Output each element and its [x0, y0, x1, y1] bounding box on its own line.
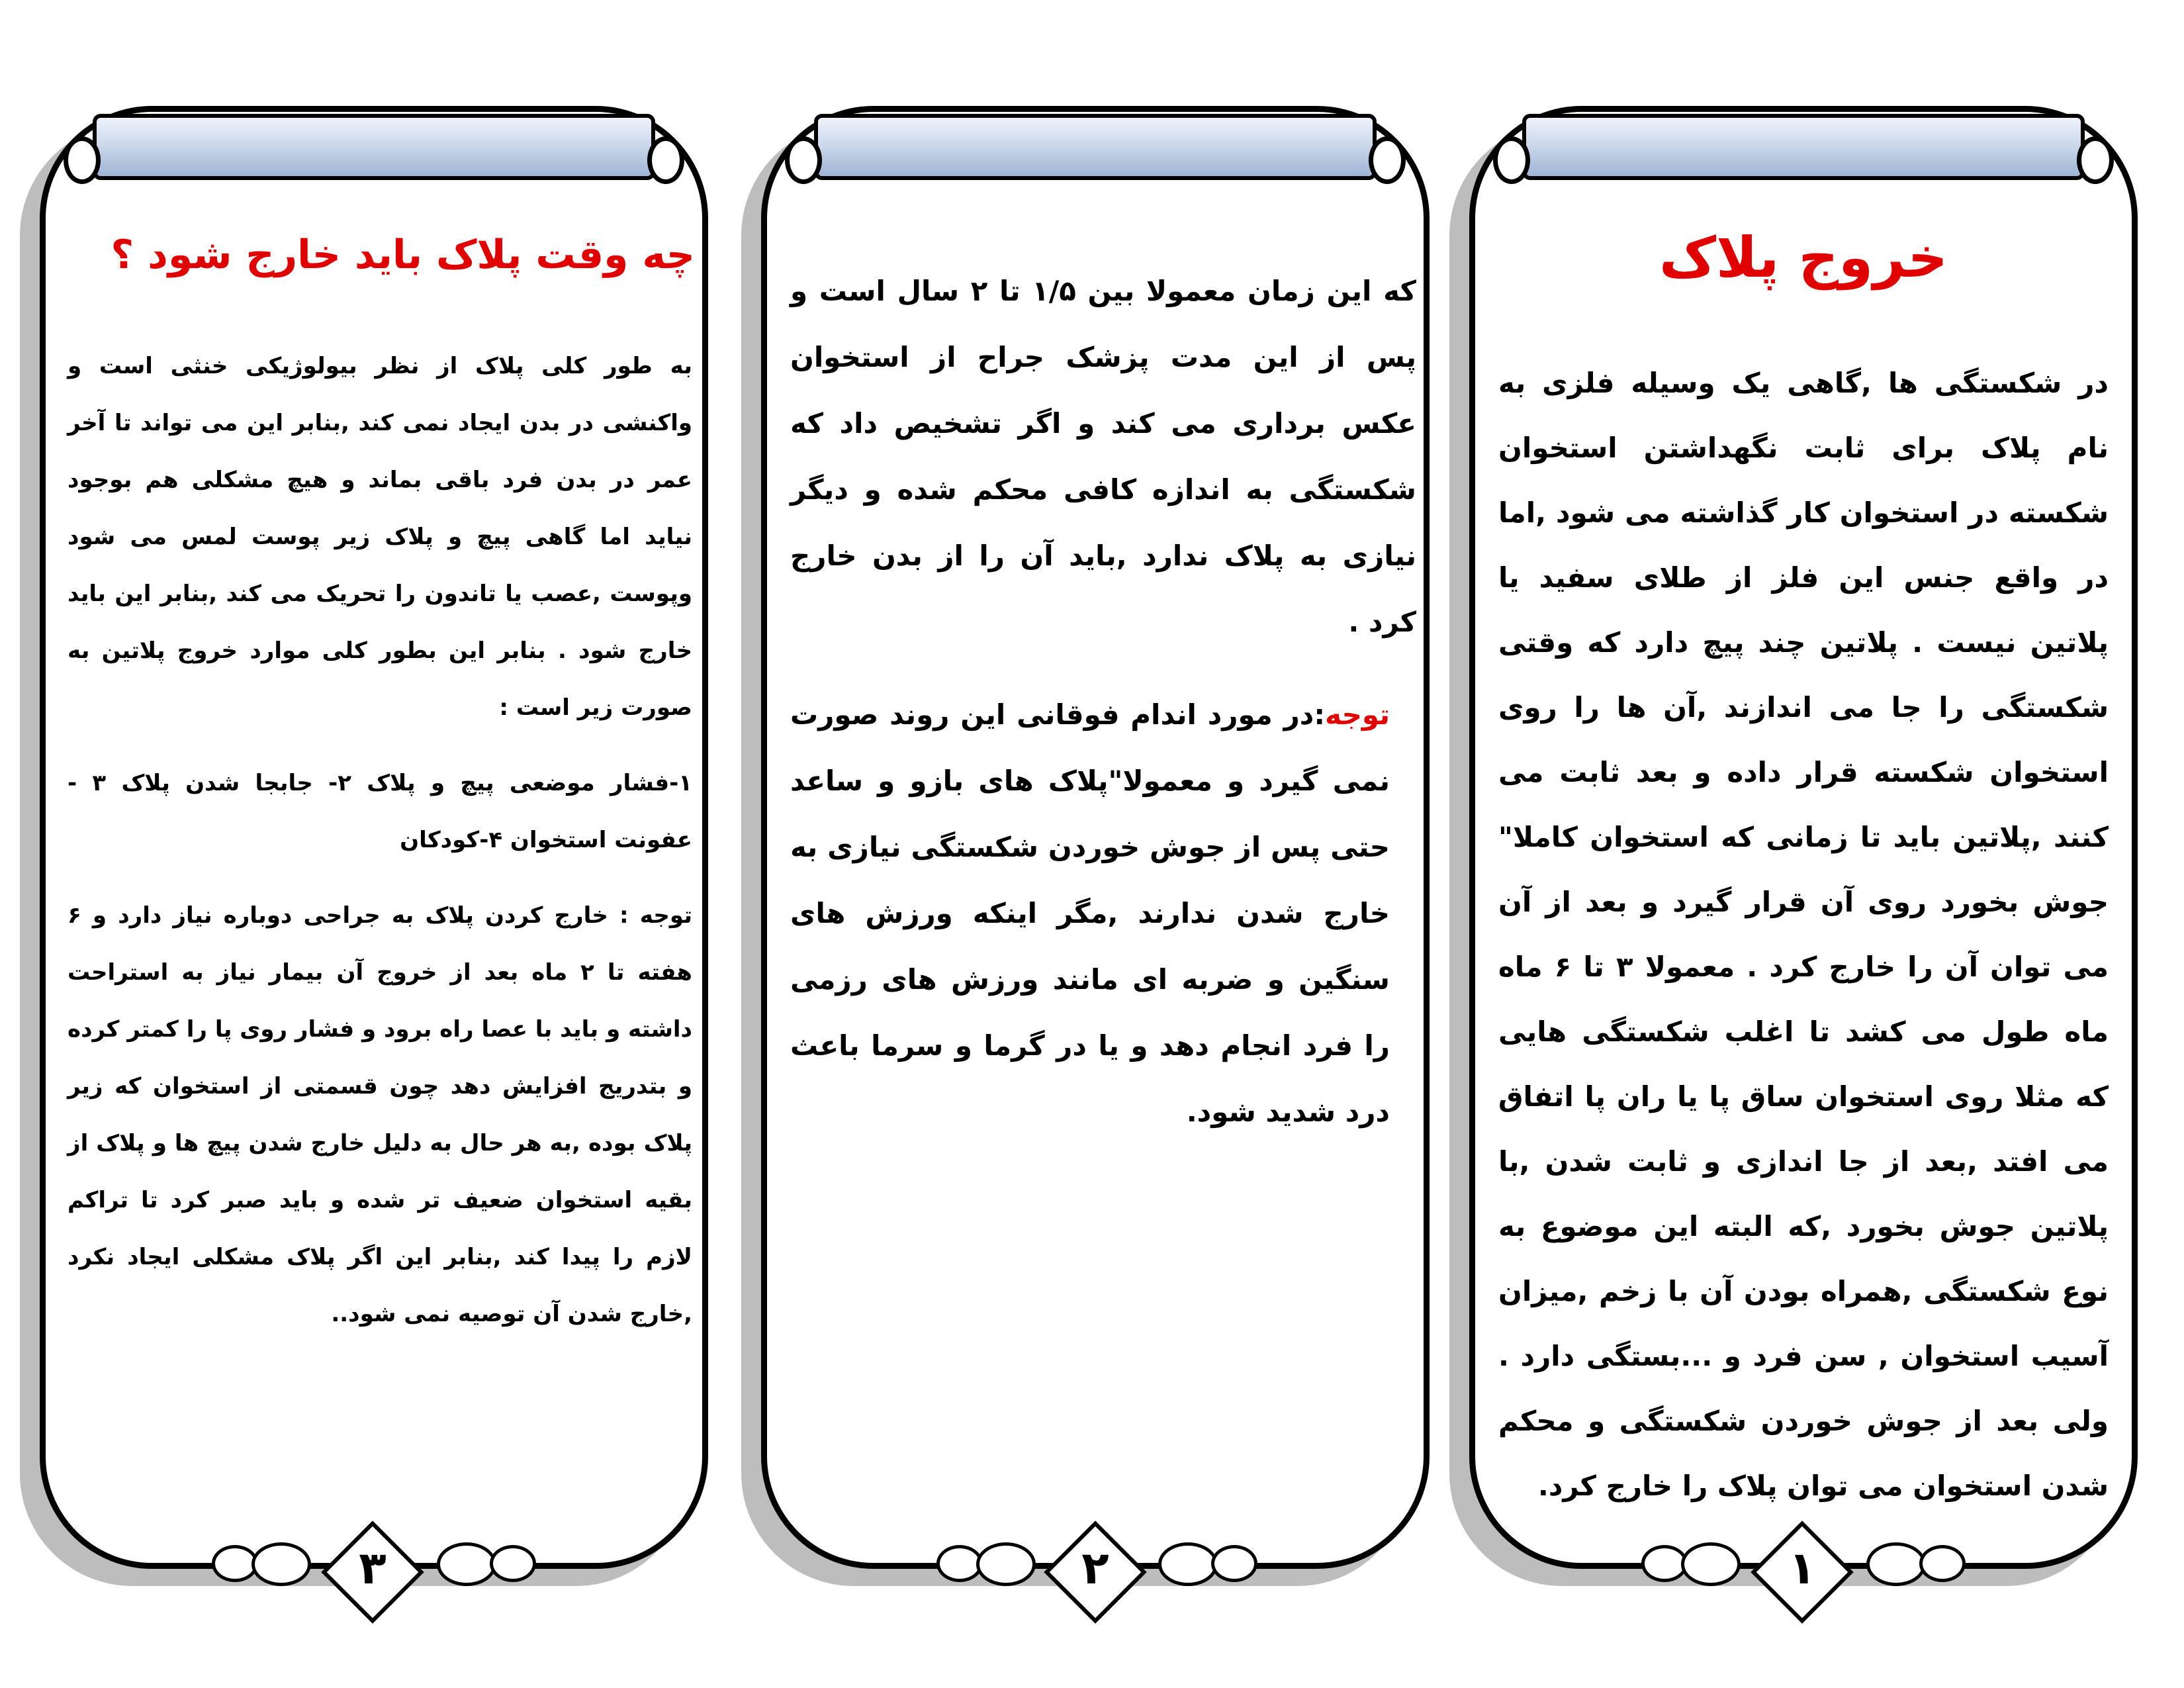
- page-number: ۲: [1081, 1542, 1109, 1595]
- panel-page-3: [40, 106, 708, 1595]
- panel-body: [68, 338, 692, 1361]
- bead: [976, 1542, 1036, 1586]
- bead: [1158, 1542, 1218, 1586]
- header-bar: [1522, 114, 2085, 180]
- note-paragraph: توجه : خارج کردن پلاک به جراحی دوباره نیاز دارد و ۶ هفته تا ۲ ماه بعد از خروج آن بیمار نیاز به استراحت داشته و باید با عصا راه برود و فشار روی پا را کمتر کرده و بتدریج افزایش دهد چون قسمتی از استخوان که زیر پلاک بوده ,به هر حال به دلیل خارج شدن پیچ ها و پلاک از بقیه استخوان ضعیف تر شده و باید صبر کرد تا تراکم لازم را پیدا کند ,بنابر این اگر پلاک مشکلی ایجاد نکرد ,خارج شدن آن توصیه نمی شود..: [68, 902, 692, 1327]
- bead: [1919, 1545, 1966, 1582]
- note-label: توجه: [1325, 698, 1390, 731]
- bead: [1211, 1545, 1257, 1582]
- note-text: :در مورد اندام فوقانی این روند صورت نمی گیرد و معمولا"پلاک های بازو و ساعد حتی پس از جوش خوردن شکستگی نیازی به خارج شدن ندارند ,مگر اینکه ورزش های سنگین و ضربه ای مانند ورزش های رزمی را فرد انجام دهد و یا در گرما و سرما باعث درد شدید شود.: [790, 698, 1390, 1128]
- page-number: ۳: [359, 1542, 387, 1595]
- footer-ornament: [761, 1516, 1430, 1622]
- panel-title: چه وقت پلاک باید خارج شود ؟: [111, 232, 695, 278]
- body-paragraph: در شکستگی ها ,گاهی یک وسیله فلزی به نام پلاک برای ثابت نگهداشتن استخوان شکسته در استخوان کار گذاشته می شود ,اما در واقع جنس این فلز از طلای سفید یا پلاتین نیست . پلاتین چند پیچ دارد که وقتی شکستگی را جا می اندازند ,آن ها را روی استخوان شکسته قرار داده و بعد ثابت می کنند ,پلاتین باید تا زمانی که استخوان کاملا" جوش بخورد روی آن قرار گیرد و بعد از آن می توان آن را خارج کرد . معمولا ۳ تا ۶ ماه ماه طول می کشد تا اغلب شکستگی هایی که مثلا روی استخوان ساق پا یا ران پا اتفاق می افتد ,بعد از جا اندازی و ثابت شدن ,با پلاتین جوش بخورد ,که البته این موضوع به نوع شکستگی ,همراه بودن آن با زخم ,میزان آسیب استخوان , سن فرد و ...بستگی دارد . ولی بعد از جوش خوردن شکستگی و محکم شدن استخوان می توان پلاک را خارج کرد.: [1498, 367, 2109, 1502]
- bead: [437, 1542, 496, 1586]
- ring-left: [1493, 136, 1530, 184]
- header-bar: [93, 114, 655, 180]
- footer-ornament: [40, 1516, 708, 1622]
- ring-left: [785, 136, 822, 184]
- panel-body: [1498, 351, 2109, 1537]
- ring-right: [2077, 136, 2114, 184]
- header-bar: [814, 114, 1377, 180]
- page-number: ۱: [1788, 1542, 1816, 1595]
- bead: [251, 1542, 311, 1586]
- list-paragraph: ۱-فشار موضعی پیچ و پلاک ۲- جابجا شدن پلاک ۳ - عفونت استخوان ۴-کودکان: [68, 770, 692, 853]
- body-paragraph: که این زمان معمولا بین ۱/۵ تا ۲ سال است و پس از این مدت پزشک جراح از استخوان عکس برداری می کند و اگر تشخیص داد که شکستگی به اندازه کافی محکم شده و دیگر نیازی به پلاک ندارد ,باید آن را از بدن خارج کرد .: [790, 275, 1416, 638]
- panel-page-2: [761, 106, 1430, 1595]
- bead: [1681, 1542, 1741, 1586]
- note-paragraph: [790, 682, 1416, 1145]
- panel-body: [790, 258, 1416, 1164]
- bead: [490, 1545, 536, 1582]
- panel-title: خروج پلاک: [1659, 225, 1948, 290]
- ring-right: [647, 136, 684, 184]
- bead: [1866, 1542, 1926, 1586]
- footer-ornament: [1469, 1516, 2138, 1622]
- ring-right: [1369, 136, 1406, 184]
- body-paragraph: به طور کلی پلاک از نظر بیولوژیکی خنثی است و واکنشی در بدن ایجاد نمی کند ,بنابر این می تواند تا آخر عمر در بدن فرد باقی بماند و هیچ مشکلی هم بوجود نیاید اما گاهی پیچ و پلاک زیر پوست لمس می شود وپوست ,عصب یا تاندون را تحریک می کند ,بنابر این باید خارج شود . بنابر این بطور کلی موارد خروج پلاتین به صورت زیر است :: [68, 353, 692, 721]
- panel-page-1: [1469, 106, 2138, 1595]
- ring-left: [64, 136, 101, 184]
